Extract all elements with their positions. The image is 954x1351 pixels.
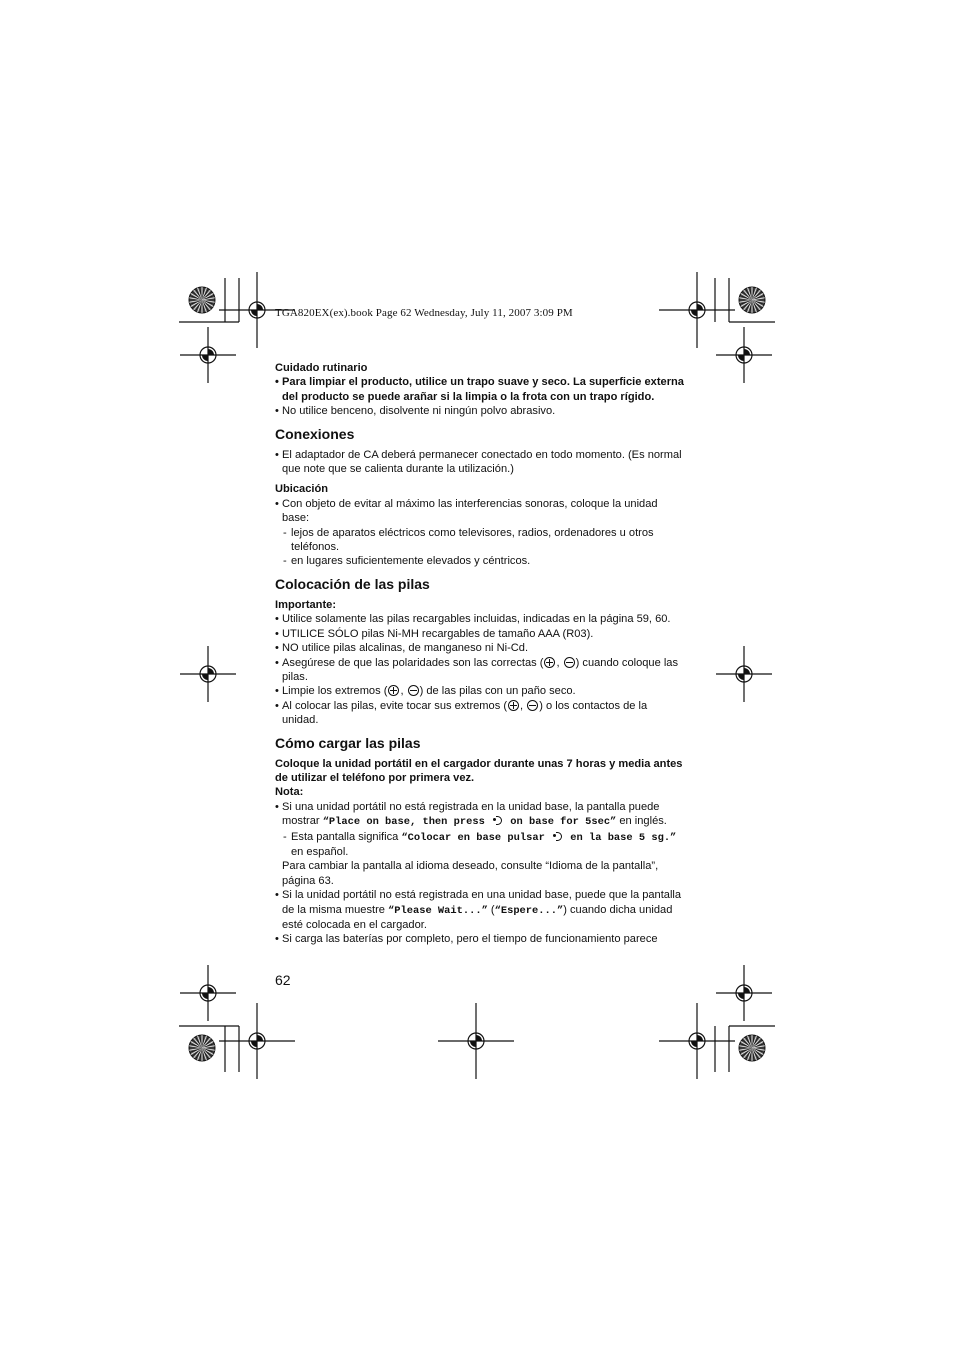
plus-terminal-icon (388, 685, 399, 696)
minus-terminal-icon (564, 657, 575, 668)
plus-terminal-icon (544, 657, 555, 668)
heading-importante: Importante: (275, 598, 337, 611)
bullet-polaridades: • Asegúrese de que las polaridades son las correctas ( , ) cuando coloque las pilas. (275, 656, 685, 685)
bullet-please-wait: • Si la unidad portátil no está registrada en una unidad base, puede que la pantalla de la misma muestre “Please Wait...” (“Espere...”) cuando dicha unidad esté colocada en el cargador. (275, 888, 685, 932)
plus-terminal-icon (508, 700, 519, 711)
crosshair-mark (659, 1003, 735, 1079)
locator-icon (553, 832, 562, 841)
heading-ubicacion: Ubicación (275, 483, 329, 496)
starburst-mark (189, 287, 215, 313)
heading-nota: Nota: (275, 786, 304, 799)
starburst-mark (739, 287, 765, 313)
crosshair-mark (180, 965, 236, 1021)
dash-significa: - Esta pantalla significa “Colocar en base pulsar en la base 5 sg.” en español. (275, 830, 685, 860)
crosshair-mark (716, 646, 772, 702)
minus-terminal-icon (408, 685, 419, 696)
bullet-ni-mh: • UTILICE SÓLO pilas Ni-MH recargables de tamaño AAA (R03). (275, 627, 685, 641)
para-idioma: Para cambiar la pantalla al idioma deseado, consulte “Idioma de la pantalla”, página 63. (282, 860, 659, 887)
bullet-pilas-incluidas: • Utilice solamente las pilas recargables incluidas, indicadas en la página 59, 60. (275, 612, 685, 626)
page-number: 62 (275, 972, 291, 988)
bullet-limpie-extremos: • Limpie los extremos ( , ) de las pilas con un paño seco. (275, 684, 685, 698)
crosshair-mark (716, 327, 772, 383)
bullet-carga-baterias: • Si carga las baterías por completo, pero el tiempo de funcionamiento parece (275, 932, 685, 946)
crosshair-mark (180, 646, 236, 702)
dash-lugares: - en lugares suficientemente elevados y céntricos. (275, 554, 685, 568)
dash-lejos: - lejos de aparatos eléctricos como televisores, radios, ordenadores u otros teléfonos. (275, 526, 685, 555)
bullet-limpiar: • Para limpiar el producto, utilice un trapo suave y seco. La superficie externa del producto se puede arañar si la limpia o la frota con un trapo rígido. (275, 375, 685, 404)
bullet-evite-tocar: • Al colocar las pilas, evite tocar sus extremos ( , ) o los contactos de la unidad. (275, 699, 685, 728)
section-title-conexiones: Conexiones (275, 425, 355, 442)
bullet-benceno: • No utilice benceno, disolvente ni ningún polvo abrasivo. (275, 404, 685, 418)
starburst-mark (189, 1035, 215, 1061)
book-info-line: TGA820EX(ex).book Page 62 Wednesday, July 11, 2007 3:09 PM (275, 307, 573, 319)
bullet-no-registrada: • Si una unidad portátil no está registrada en la unidad base, la pantalla puede mostrar “Place on base, then press on base for 5sec” en inglés. (275, 800, 685, 830)
heading-cuidado-rutinario: Cuidado rutinario (275, 362, 368, 374)
crosshair-mark (659, 272, 735, 348)
bullet-adaptador: • El adaptador de CA deberá permanecer conectado en todo momento. (Es normal que note que se calienta durante la utilización.) (275, 448, 685, 477)
bullet-alcalinas: • NO utilice pilas alcalinas, de manganeso ni Ni-Cd. (275, 641, 685, 655)
starburst-mark (739, 1035, 765, 1061)
crosshair-mark (438, 1003, 514, 1079)
crosshair-mark (716, 965, 772, 1021)
section-title-cargar: Cómo cargar las pilas (275, 734, 421, 751)
bullet-interferencias: • Con objeto de evitar al máximo las interferencias sonoras, coloque la unidad base: (275, 497, 685, 526)
charging-instruction: Coloque la unidad portátil en el cargador durante unas 7 horas y media antes de utilizar el teléfono por primera vez. (275, 757, 683, 784)
page-content (275, 361, 685, 947)
minus-terminal-icon (527, 700, 538, 711)
crosshair-mark (219, 1003, 295, 1079)
crosshair-mark (180, 327, 236, 383)
locator-icon (493, 816, 502, 825)
section-title-colocacion: Colocación de las pilas (275, 575, 430, 592)
